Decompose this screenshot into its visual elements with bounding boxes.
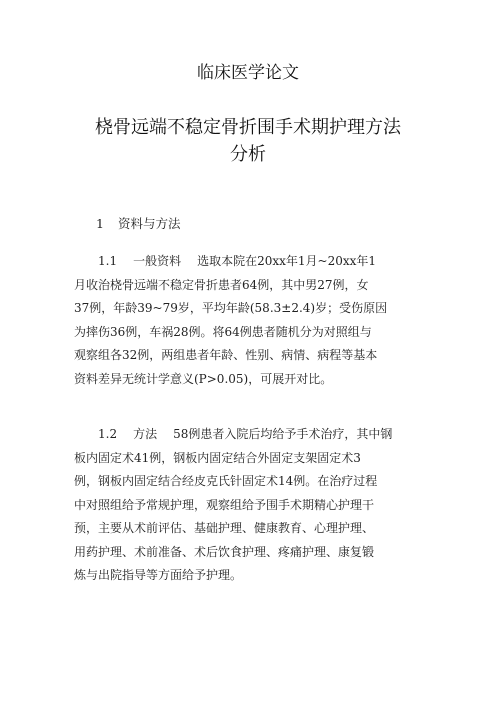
paragraph-line: 预，主要从术前评估、基础护理、健康教育、心理护理、 <box>74 521 375 535</box>
paragraph-methods <box>74 423 434 588</box>
paragraph-line: 用药护理、术前准备、术后饮食护理、疼痛护理、康复锻 <box>74 544 375 559</box>
paragraph-general-data <box>74 250 434 391</box>
section-heading-text: 资料与方法 <box>117 216 181 231</box>
document-title <box>62 114 434 168</box>
paragraph-line: 观察组各32例，两组患者年龄、性别、病情、病程等基本 <box>74 348 378 362</box>
subsection-title: 一般资料 <box>133 254 182 268</box>
paragraph-line <box>74 250 434 274</box>
subsection-number: 1.2 <box>98 427 118 441</box>
paragraph-line: 为摔伤36例，车祸28例。将64例患者随机分为对照组与 <box>74 324 372 339</box>
paragraph-text: 选取本院在20xx年1月~20xx年1 <box>197 254 377 268</box>
paragraph-line: 板内固定术41例，钢板内固定结合外固定支架固定术3 <box>74 450 361 465</box>
document-category: 临床医学论文 <box>197 63 299 83</box>
paragraph-line: 资料差异无统计学意义(P>0.05)，可展开对比。 <box>74 371 333 386</box>
subsection-number: 1.1 <box>98 254 118 268</box>
paragraph-line: 月收治桡骨远端不稳定骨折患者64例，其中男27例，女 <box>74 277 369 292</box>
paragraph-line: 37例，年龄39~79岁，平均年龄(58.3±2.4)岁；受伤原因 <box>74 301 388 315</box>
section-heading <box>96 215 180 233</box>
paragraph-line: 炼与出院指导等方面给予护理。 <box>74 568 243 582</box>
section-number: 1 <box>96 216 104 231</box>
paragraph-line: 例，钢板内固定结合经皮克氏针固定术14例。在治疗过程 <box>74 474 378 488</box>
subsection-title: 方法 <box>133 427 158 441</box>
paragraph-line <box>74 423 434 447</box>
document-title-line-2: 分析 <box>230 144 266 165</box>
paragraph-text: 58例患者入院后均给予手术治疗，其中钢 <box>173 427 393 441</box>
document-title-line-1: 桡骨远端不稳定骨折围手术期护理方法 <box>95 117 401 138</box>
paragraph-line: 中对照组给予常规护理，观察组给予围手术期精心护理干 <box>74 497 375 512</box>
